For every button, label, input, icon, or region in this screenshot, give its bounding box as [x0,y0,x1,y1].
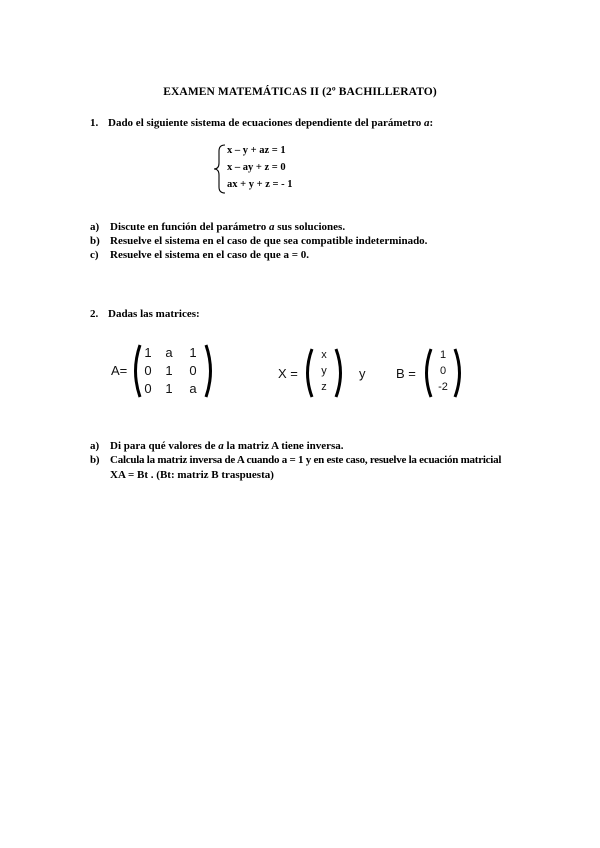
matrix-a-cell: a [189,381,197,396]
matrix-x-label: X = [278,366,298,381]
matrix-b [421,347,465,399]
left-paren-icon [421,347,433,399]
item-text: Resuelve el sistema en el caso de que a = 0. [110,249,310,261]
item-param: a [268,221,275,233]
equation-system [213,143,323,195]
matrix-a-cell: 1 [165,381,173,396]
matrix-b-cell: 1 [439,349,447,361]
question-1-colon: : [429,117,434,129]
question-2-text: Dadas las matrices: [108,308,200,320]
question-1-number: 1. [90,117,99,129]
left-brace-icon [213,143,227,195]
item-text: Discute en función del parámetro [110,221,269,233]
question-1-item-c [90,249,309,261]
equation-3: ax + y + z = - 1 [227,179,293,190]
question-2-item-a [90,440,344,452]
item-label: a) [90,440,100,452]
matrix-a [130,343,216,399]
right-paren-icon [334,347,346,399]
question-2-item-b [90,454,501,466]
matrix-a-cell: a [165,345,173,360]
matrix-b-label: B = [396,366,416,381]
item-text: Di para qué valores de [110,440,219,452]
question-2-number: 2. [90,308,99,320]
item-label: c) [90,249,99,261]
matrix-b-cell: -2 [438,381,448,393]
matrix-b-cell: 0 [439,365,447,377]
right-paren-icon [204,343,216,399]
question-2 [90,308,200,320]
item-label: b) [90,235,100,247]
question-1-text: Dado el siguiente sistema de ecuaciones dependiente del parámetro [108,117,425,129]
item-text-end: sus soluciones. [274,221,346,233]
matrix-a-cell: 0 [144,381,152,396]
left-paren-icon [302,347,314,399]
matrix-x-cell: y [321,365,327,377]
matrix-x [302,347,346,399]
matrix-a-label: A= [111,363,128,378]
question-1-item-b [90,235,427,247]
exam-title: EXAMEN MATEMÁTICAS II (2º BACHILLERATO) [163,86,437,98]
matrix-a-cell: 0 [144,363,152,378]
item-text: Resuelve el sistema en el caso de que sea compatible indeterminado. [110,235,428,247]
right-paren-icon [453,347,465,399]
matrix-x-cell: x [321,349,327,361]
matrix-x-cell: z [321,381,327,393]
question-1-item-a [90,221,345,233]
item-text-end: la matriz A tiene inversa. [223,440,344,452]
item-text: Calcula la matriz inversa de A cuando a = 1 y en este caso, resuelve la ecuación matricial [110,454,502,466]
matrix-a-cell: 0 [189,363,197,378]
equation-1: x – y + az = 1 [227,145,286,156]
matrix-a-cell: 1 [189,345,197,360]
question-2-item-b-continuation: XA = Bt . (Bt: matriz B traspuesta) [110,469,274,481]
question-1-param: a [424,117,430,129]
matrix-a-cell: 1 [165,363,173,378]
matrix-a-cell: 1 [144,345,152,360]
item-label: b) [90,454,100,466]
equation-2: x – ay + z = 0 [227,162,286,173]
item-label: a) [90,221,100,233]
item-param: a [218,440,224,452]
connector-text: y [359,366,366,381]
question-1 [90,117,433,129]
